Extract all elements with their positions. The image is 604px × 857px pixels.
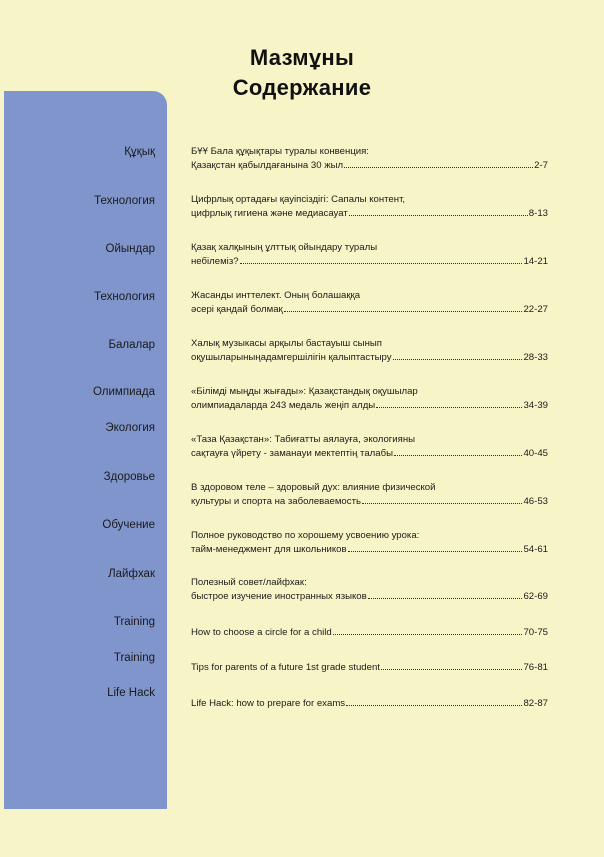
toc-page-range: 70-75	[523, 627, 548, 638]
toc-entry-title: Халық музыкасы арқылы бастауыш сынып	[191, 338, 382, 349]
toc-entry-title: Қазақ халқының ұлттық ойындару туралы	[191, 242, 378, 253]
toc-entry-title: сақтауға үйрету - заманауи мектептің талабы	[191, 447, 393, 459]
toc-entry[interactable]	[191, 577, 548, 603]
toc-entry-title: культуры и спорта на заболеваемость	[191, 495, 361, 507]
toc-entry-title: олимпиадаларда 243 медаль жеңіп алды	[191, 399, 376, 411]
toc-entry-title: быстрое изучение иностранных языков	[191, 590, 367, 602]
toc-entry[interactable]	[191, 530, 548, 556]
toc-page-range: 22-27	[523, 303, 548, 315]
toc-entry-title: «Таза Қазақстан»: Табиғатты аялауға, экологияны	[191, 434, 416, 445]
toc-entry[interactable]	[191, 626, 548, 640]
toc-entry[interactable]	[191, 434, 548, 460]
toc-entry-title: Цифрлық ортадағы қауіпсіздігі: Сапалы контент,	[191, 194, 406, 205]
toc-entry-title: В здоровом теле – здоровый дух: влияние физической	[191, 482, 436, 493]
category-label: Олимпиада	[92, 386, 155, 398]
category-label: Лайфхак	[108, 568, 155, 580]
category-label: Обучение	[102, 519, 155, 531]
toc-entry[interactable]	[191, 194, 548, 220]
toc-page-range: 40-45	[523, 447, 548, 459]
toc-page-range: 54-61	[523, 543, 548, 555]
toc-entry-title: БҰҰ Бала құқықтары туралы конвенция:	[191, 146, 369, 157]
toc-page-range: 46-53	[523, 495, 548, 507]
category-label: Life Hack	[107, 687, 155, 699]
toc-entry-title: тайм-менеджмент для школьников	[191, 543, 347, 555]
category-label: Training	[113, 616, 155, 628]
toc-entry-title: Полезный совет/лайфхак:	[191, 577, 307, 588]
category-label: Здоровье	[103, 471, 155, 483]
toc-page-range: 76-81	[523, 662, 548, 673]
toc-entry-title: оқушыларыныңадамгершілігін қалыптастыру	[191, 351, 392, 363]
toc-entry[interactable]	[191, 661, 548, 675]
category-label: Технология	[94, 291, 155, 303]
toc-page-range: 8-13	[528, 207, 548, 219]
toc-page-range: 2-7	[534, 159, 548, 171]
toc-entry-title: How to choose a circle for a child	[191, 627, 332, 638]
toc-page-range: 14-21	[523, 255, 548, 267]
toc-entry[interactable]	[191, 338, 548, 364]
category-label: Балалар	[108, 339, 155, 351]
category-label: Құқық	[124, 146, 155, 158]
toc-page-range: 62-69	[523, 590, 548, 602]
toc-page-range: 28-33	[523, 351, 548, 363]
toc-entry-title: Полное руководство по хорошему усвоению урока:	[191, 530, 420, 541]
toc-entry-title: «Білімді мыңды жығады»: Қазақстандық оқушылар	[191, 386, 418, 397]
category-label: Training	[113, 652, 155, 664]
toc-entry[interactable]	[191, 482, 548, 508]
toc-entry-title: Tips for parents of a future 1st grade student	[191, 662, 380, 673]
category-label: Технология	[94, 195, 155, 207]
toc-entry[interactable]	[191, 146, 548, 172]
toc-entry-title: небілеміз?	[191, 255, 239, 267]
toc-entry-title: цифрлық гигиена және медиасауат	[191, 207, 348, 219]
title-russian: Содержание	[232, 75, 372, 100]
toc-page-range: 82-87	[523, 698, 548, 709]
category-label: Ойындар	[105, 243, 155, 255]
toc-entry-title: Жасанды инттелект. Оның болашаққа	[191, 290, 361, 301]
toc-entry-title: Қазақстан қабылдағанына 30 жыл	[191, 159, 344, 171]
toc-entry[interactable]	[191, 697, 548, 711]
toc-entry-title: Life Hack: how to prepare for exams	[191, 698, 346, 709]
toc-entry[interactable]	[191, 386, 548, 412]
toc-page-range: 34-39	[523, 399, 548, 411]
toc-entry[interactable]	[191, 290, 548, 316]
toc-entry[interactable]	[191, 242, 548, 268]
toc-entry-title: әсері қандай болмақ	[191, 303, 283, 315]
category-label: Экология	[105, 422, 155, 434]
title-kazakh: Мазмұны	[249, 45, 355, 70]
